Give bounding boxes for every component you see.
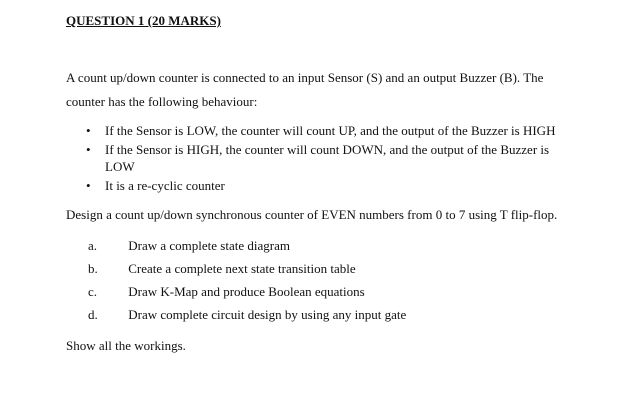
bullet-icon: • — [86, 178, 91, 193]
question-title: QUESTION 1 (20 MARKS) — [66, 13, 221, 28]
intro-line-1: A count up/down counter is connected to an input Sensor (S) and an output Buzzer (B). The — [66, 70, 544, 85]
task-item-c — [88, 283, 406, 306]
task-text: Draw a complete state diagram — [128, 238, 290, 253]
intro-paragraph — [66, 66, 576, 114]
task-list — [88, 237, 406, 329]
behaviour-text: If the Sensor is LOW, the counter will count UP, and the output of the Buzzer is HIGH — [105, 123, 556, 138]
task-letter: c. — [88, 284, 98, 299]
task-item-d — [88, 306, 406, 329]
behaviour-item-sensor-high — [86, 141, 576, 175]
task-text: Draw K-Map and produce Boolean equations — [128, 284, 365, 299]
task-letter: a. — [88, 238, 98, 253]
task-text: Create a complete next state transition table — [128, 261, 356, 276]
behaviour-item-recyclic — [86, 177, 576, 194]
behaviour-item-sensor-low — [86, 122, 576, 139]
design-instruction: Design a count up/down synchronous counter of EVEN numbers from 0 to 7 using T flip-flop. — [66, 207, 558, 222]
task-letter: b. — [88, 261, 98, 276]
task-item-b — [88, 260, 406, 283]
bullet-icon: • — [86, 142, 91, 157]
closing-instruction: Show all the workings. — [66, 338, 186, 353]
task-text: Draw complete circuit design by using any input gate — [128, 307, 407, 322]
task-letter: d. — [88, 307, 98, 322]
intro-line-2: counter has the following behaviour: — [66, 94, 258, 109]
behaviour-list — [86, 122, 576, 196]
behaviour-text: If the Sensor is HIGH, the counter will count DOWN, and the output of the Buzzer is LOW — [105, 142, 550, 174]
behaviour-text: It is a re-cyclic counter — [105, 178, 225, 193]
bullet-icon: • — [86, 123, 91, 138]
task-item-a — [88, 237, 406, 260]
